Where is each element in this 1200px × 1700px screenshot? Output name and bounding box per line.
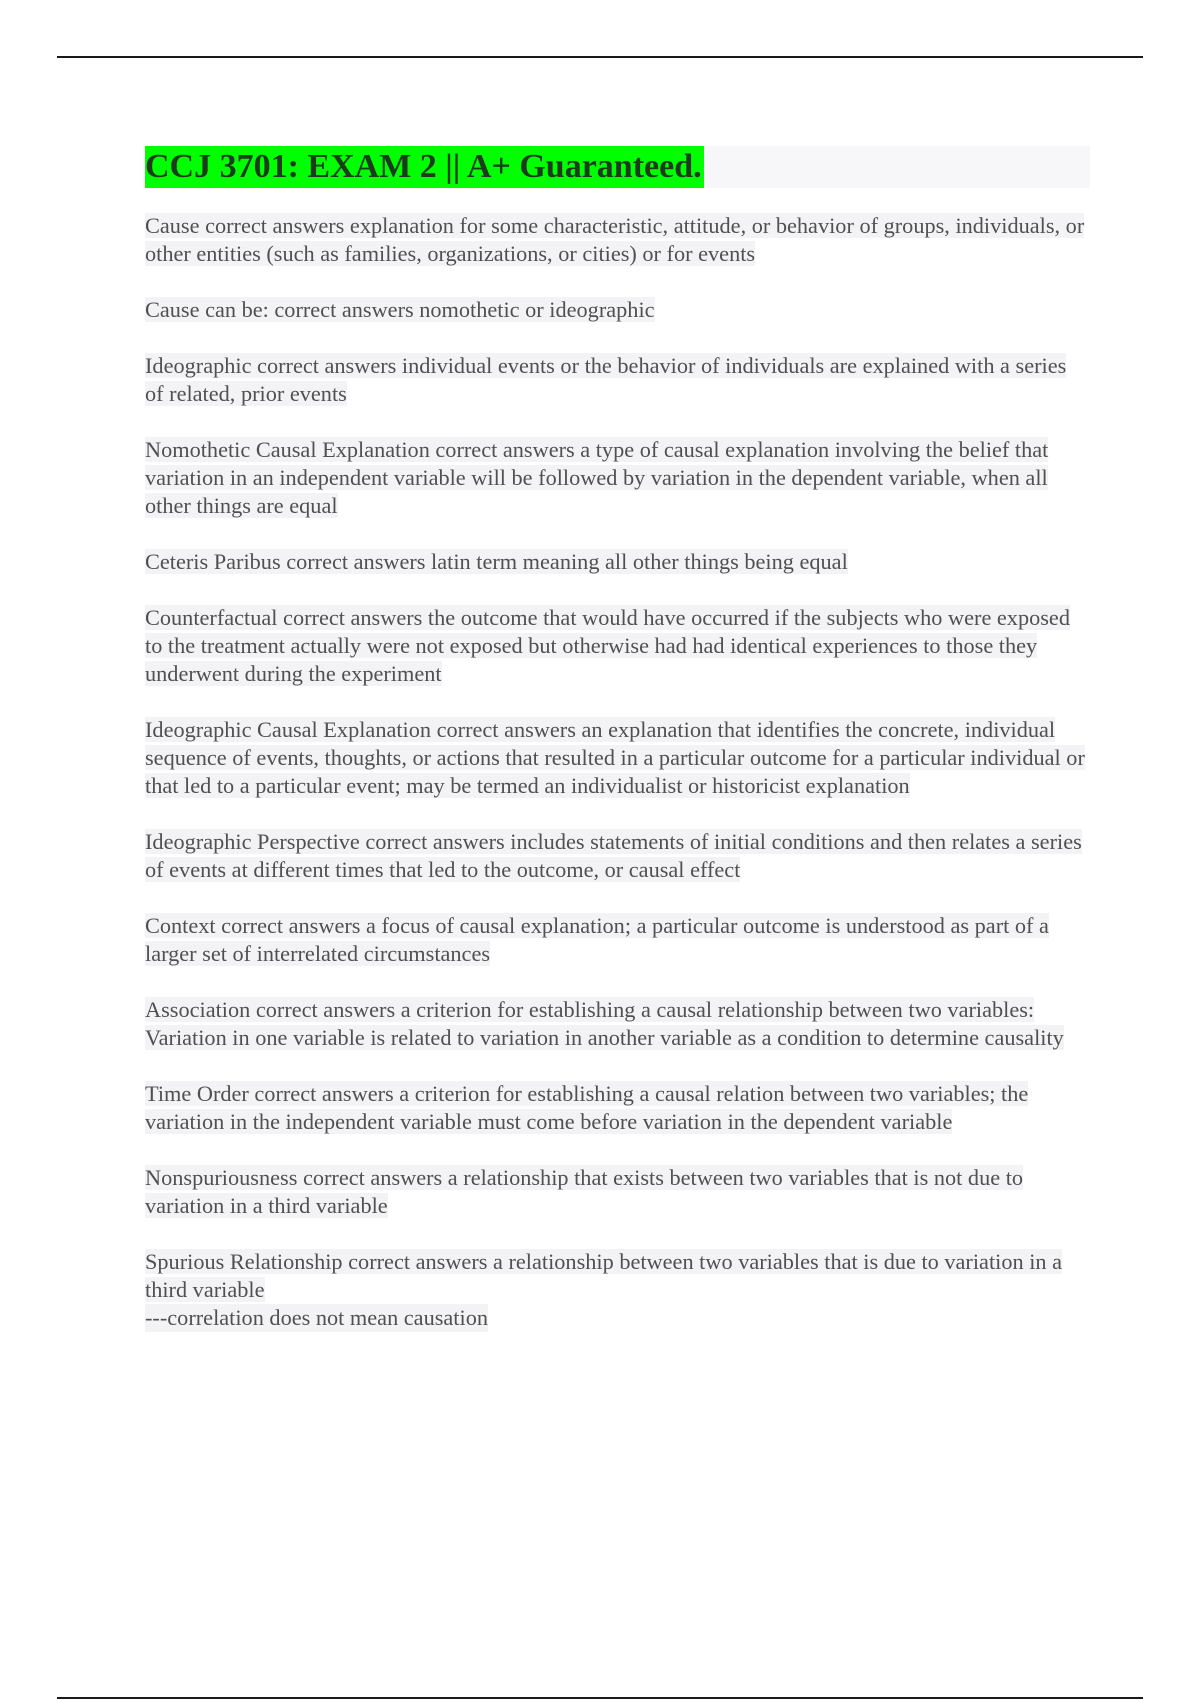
list-item	[145, 212, 1090, 268]
entry-text: Ideographic correct answers individual events or the behavior of individuals are explained with a series of related, prior events	[145, 353, 1067, 406]
entry-text: Nonspuriousness correct answers a relationship that exists between two variables that is not due to variation in a third variable	[145, 1165, 1024, 1218]
top-rule	[57, 56, 1143, 58]
list-item	[145, 296, 1090, 324]
list-item	[145, 996, 1090, 1052]
entry-text: Context correct answers a focus of causal explanation; a particular outcome is understood as part of a larger set of interrelated circumstances	[145, 913, 1049, 966]
list-item	[145, 352, 1090, 408]
list-item	[145, 604, 1090, 688]
title-bar	[145, 146, 1090, 188]
list-item	[145, 1248, 1090, 1332]
list-item	[145, 1080, 1090, 1136]
entry-text: Nomothetic Causal Explanation correct answers a type of causal explanation involving the belief that variation in an independent variable will be followed by variation in the dependent variable, when all other things are equal	[145, 437, 1049, 518]
page-title: CCJ 3701: EXAM 2 || A+ Guaranteed.	[145, 146, 704, 188]
document-body	[145, 146, 1090, 1360]
bottom-rule	[57, 1697, 1143, 1699]
entry-text: Cause correct answers explanation for some characteristic, attitude, or behavior of groups, individuals, or other entities (such as families, organizations, or cities) or for events	[145, 213, 1085, 266]
entry-text: Time Order correct answers a criterion for establishing a causal relation between two variables; the variation in the independent variable must come before variation in the dependent variable	[145, 1081, 1029, 1134]
entry-text: Spurious Relationship correct answers a relationship between two variables that is due to variation in a third variable	[145, 1249, 1063, 1302]
entry-text: Ideographic Perspective correct answers includes statements of initial conditions and then relates a series of events at different times that led to the outcome, or causal effect	[145, 829, 1082, 882]
entry-text: Ceteris Paribus correct answers latin term meaning all other things being equal	[145, 549, 848, 574]
list-item	[145, 436, 1090, 520]
list-item	[145, 716, 1090, 800]
entry-text: Association correct answers a criterion for establishing a causal relationship between two variables: Variation in one variable is related to variation in another variable as a condition to determine causality	[145, 997, 1064, 1050]
entry-text: Cause can be: correct answers nomothetic or ideographic	[145, 297, 655, 322]
list-item	[145, 828, 1090, 884]
entry-list	[145, 212, 1090, 1332]
list-item	[145, 912, 1090, 968]
entry-subtext: ---correlation does not mean causation	[145, 1305, 488, 1330]
entry-text: Counterfactual correct answers the outcome that would have occurred if the subjects who were exposed to the treatment actually were not exposed but otherwise had had identical experiences to those they underwent during the experiment	[145, 605, 1070, 686]
entry-text: Ideographic Causal Explanation correct answers an explanation that identifies the concrete, individual sequence of events, thoughts, or actions that resulted in a particular outcome for a particular individual or that led to a particular event; may be termed an individualist or historicist explanation	[145, 717, 1085, 798]
list-item	[145, 1164, 1090, 1220]
list-item	[145, 548, 1090, 576]
